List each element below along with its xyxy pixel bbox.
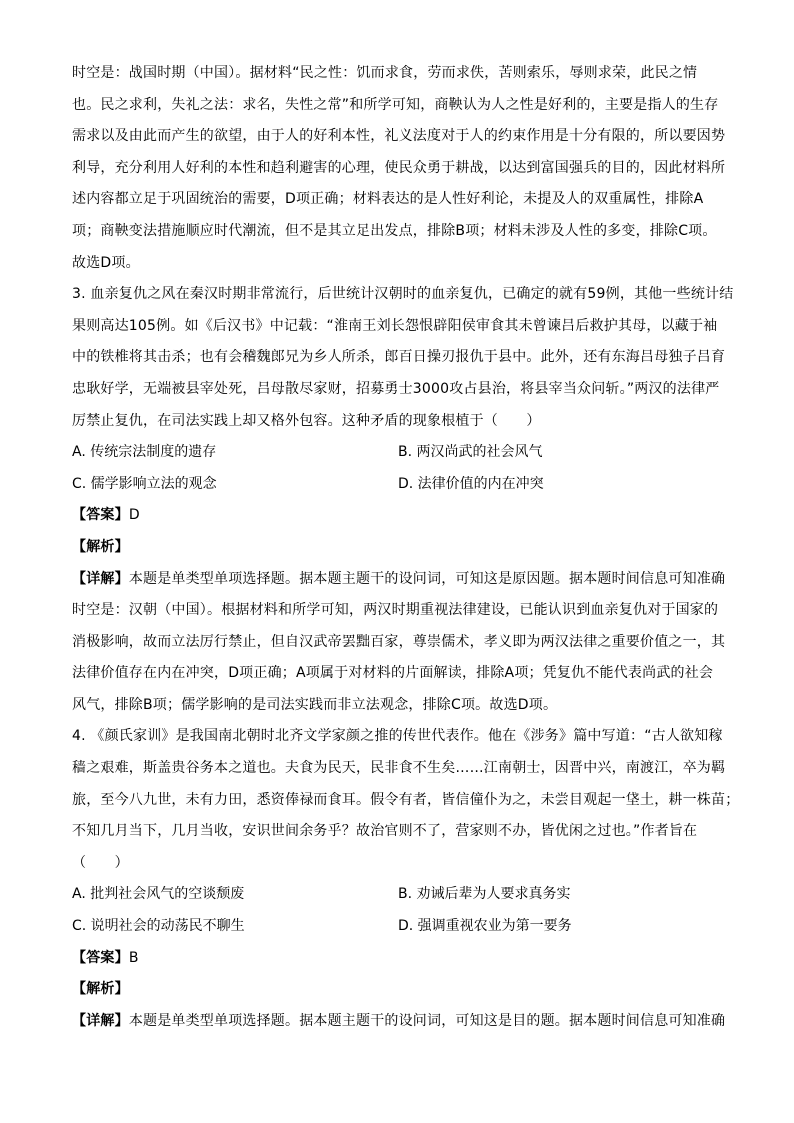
analysis-tag: 【解析】 — [72, 538, 129, 555]
answer-value: D — [128, 507, 140, 524]
q2-detail — [72, 58, 726, 279]
q3-detail-line: 法律价值存在内在冲突，D项正确；A项属于对材料的片面解读，排除A项；凭复仇不能代表尚武的社会 — [72, 665, 714, 682]
q3-stem-line: 厉禁止复仇，在司法实践上却又格外包容。这种矛盾的现象根植于（ ） — [72, 412, 541, 429]
q3-answer — [72, 500, 722, 532]
detail-text: 本题是单类型单项选择题。据本题主题干的设问词，可知这是目的题。据本题时间信息可知准确 — [128, 1012, 726, 1029]
q3-stem-line: 果则高达105例。如《后汉书》中记载：“淮南王刘长怨恨辟阳侯审食其未曾谏吕后救护其母，以藏于袖 — [72, 317, 718, 334]
q3-analysis — [72, 532, 722, 564]
q3-detail-line: 时空是：汉朝（中国）。根据材料和所学可知，两汉时期重视法律建设，已能认识到血亲复仇对于国家的 — [72, 602, 719, 619]
q4-stem-line: 旅，至今八九世，未有力田，悉资俸禄而食耳。假令有者，皆信僮仆为之，未尝目观起一垡土，耕一株苗； — [72, 791, 740, 808]
q3-option-b: B. 两汉尚武的社会风气 — [398, 444, 543, 461]
q4-stem-line: （ ） — [72, 854, 129, 871]
q4-option-c: C. 说明社会的动荡民不聊生 — [72, 918, 245, 935]
q2-detail-line: 时空是：战国时期（中国）。据材料“民之性：饥而求食，劳而求佚，苦则索乐，辱则求荣，此民之情 — [72, 65, 698, 81]
q2-detail-line: 述内容都立足于巩固统治的需要，D项正确；材料表达的是人性好利论，未提及人的双重属性，排除A — [72, 191, 704, 208]
q3-stem-line: 3. 血亲复仇之风在秦汉时期非常流行，后世统计汉朝时的血亲复仇，已确定的就有59例，其他一些统计结 — [72, 286, 734, 303]
q4-stem-line: 穑之艰难，斯盖贵谷务本之道也。夫食为民天，民非食不生矣……江南朝士，因晋中兴，南渡江，卒为羁 — [72, 760, 726, 777]
q2-detail-line: 项；商鞅变法措施顺应时代潮流，但不是其立足出发点，排除B项；材料未涉及人性的多变，排除C项。 — [72, 222, 717, 239]
q3-options-row-1 — [72, 437, 722, 469]
q2-detail-line: 故选D项。 — [72, 254, 140, 271]
q4-options-row-1 — [72, 879, 722, 911]
q4-analysis — [72, 974, 722, 1006]
question-4 — [72, 721, 740, 1037]
q2-detail-line: 利导，充分利用人好利的本性和趋利避害的心理，使民众勇于耕战，以达到富国强兵的目的，因此材料所 — [72, 159, 726, 176]
q3-option-c: C. 儒学影响立法的观念 — [72, 475, 217, 492]
answer-tag: 【答案】 — [72, 949, 129, 966]
q3-option-a: A. 传统宗法制度的遗存 — [72, 444, 217, 461]
q3-option-d: D. 法律价值的内在冲突 — [398, 475, 544, 492]
q4-option-b: B. 劝诫后辈为人要求真务实 — [398, 886, 571, 903]
q4-stem-line: 不知几月当下，几月当收，安识世间余务乎？故治官则不了，营家则不办，皆优闲之过也。”作者旨在 — [72, 823, 698, 840]
q4-options-row-2 — [72, 911, 722, 943]
q3-stem-line: 忠耿好学，无端被县宰处死，吕母散尽家财，招募勇士3000攻占县治，将县宰当众问斩。”两汉的法律严 — [72, 380, 720, 397]
q4-option-d: D. 强调重视农业为第一要务 — [398, 918, 572, 935]
q2-detail-line: 需求以及由此而产生的欲望，由于人的好利本性，礼义法度对于人的约束作用是十分有限的，所以要因势 — [72, 128, 726, 145]
q3-options-row-2 — [72, 469, 722, 501]
analysis-tag: 【解析】 — [72, 981, 129, 998]
q2-detail-line: 也。民之求利，失礼之法：求名，失性之常”和所学可知，商鞅认为人之性是好利的，主要是指人的生存 — [72, 96, 719, 113]
answer-value: B — [128, 949, 139, 966]
q4-stem-line: 4. 《颜氏家训》是我国南北朝时北齐文学家颜之推的传世代表作。他在《涉务》篇中写道：“古人欲知稼 — [72, 728, 723, 745]
answer-tag: 【答案】 — [72, 507, 129, 524]
document-page — [72, 58, 740, 1037]
detail-tag: 【详解】 — [72, 1012, 129, 1029]
q4-detail-line — [72, 1006, 726, 1038]
q3-stem-line: 中的铁椎将其击杀；也有会稽魏郎兄为乡人所杀，郎百日操刃报仇于县中。此外，还有东海吕母独子吕育 — [72, 349, 726, 366]
q3-detail-line: 消极影响，故而立法厉行禁止，但自汉武帝罢黜百家，尊崇儒术，孝义即为两汉法律之重要价值之一，其 — [72, 633, 726, 650]
q3-detail-line: 风气，排除B项；儒学影响的是司法实践而非立法观念，排除C项。故选D项。 — [72, 696, 558, 713]
q4-answer — [72, 943, 722, 975]
detail-text: 本题是单类型单项选择题。据本题主题干的设问词，可知这是原因题。据本题时间信息可知准确 — [128, 570, 726, 587]
detail-tag: 【详解】 — [72, 570, 129, 587]
q4-option-a: A. 批判社会风气的空谈颓废 — [72, 886, 245, 903]
q3-detail-line — [72, 564, 726, 596]
question-3 — [72, 279, 734, 721]
